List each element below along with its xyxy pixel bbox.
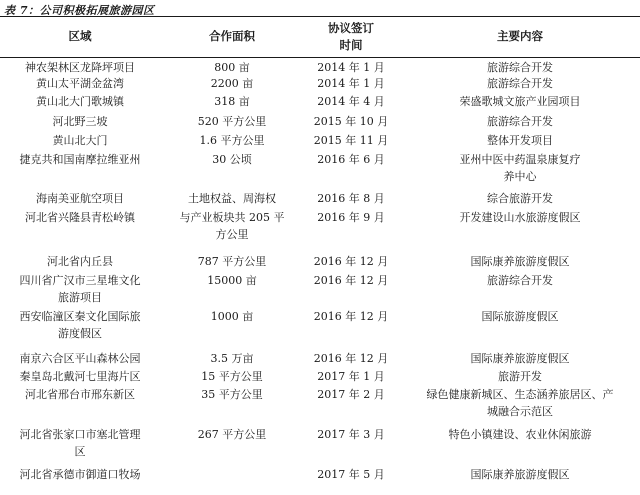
table-row	[0, 467, 640, 487]
table-row	[0, 273, 640, 309]
table-row	[0, 94, 640, 113]
table-row	[0, 210, 640, 254]
cell-area: 四川省广汉市三星堆文化 旅游项目	[19, 274, 141, 304]
cell-area: 秦皇岛北戴河七里海片区	[19, 370, 141, 383]
cell-content: 国际康养旅游度假区	[470, 255, 570, 268]
cell-area: 黄山北大门歌城镇	[36, 95, 124, 108]
cell-content: 开发建设山水旅游度假区	[459, 211, 581, 224]
cell-area: 海南美亚航空项目	[36, 192, 124, 205]
table-header	[0, 16, 640, 57]
table-row	[0, 427, 640, 465]
table-row	[0, 387, 640, 427]
cell-area: 河北野三坡	[52, 115, 108, 128]
cell-area: 河北省邢台市邢东新区	[25, 388, 135, 401]
cell-size: 800 亩	[214, 61, 250, 74]
cell-date: 2016 年 6 月	[317, 153, 385, 166]
cell-size: 1.6 平方公里	[199, 134, 265, 147]
cell-content: 荣盛歌城文旅产业园项目	[459, 95, 581, 108]
cell-date: 2014 年 1 月	[317, 61, 385, 74]
table-row	[0, 254, 640, 273]
cell-date: 2017 年 2 月	[317, 388, 385, 401]
table-row	[0, 114, 640, 133]
cell-date: 2017 年 3 月	[317, 428, 385, 441]
table-caption: 表 7：公司积极拓展旅游园区	[4, 4, 155, 17]
cell-content: 综合旅游开发	[487, 192, 553, 205]
cell-size: 30 公顷	[212, 153, 252, 166]
cell-size: 3.5 万亩	[210, 352, 254, 365]
cell-size: 2200 亩	[210, 77, 254, 90]
cell-area: 黄山北大门	[52, 134, 108, 147]
cell-date: 2017 年 1 月	[317, 370, 385, 383]
cell-area: 捷克共和国南摩拉维亚州	[19, 153, 141, 166]
table-row	[0, 152, 640, 190]
cell-date: 2014 年 4 月	[317, 95, 385, 108]
cell-date: 2014 年 1 月	[317, 77, 385, 90]
cell-date: 2017 年 5 月	[317, 468, 385, 481]
table-row	[0, 76, 640, 93]
cell-date: 2016 年 9 月	[317, 211, 385, 224]
cell-content: 绿色健康新城区、生态涵养旅居区、产 城融合示范区	[426, 388, 614, 418]
cell-content: 亚州中医中药温泉康复疗 养中心	[459, 153, 581, 183]
header-content: 主要内容	[497, 29, 543, 43]
cell-content: 旅游开发	[498, 370, 542, 383]
cell-content: 旅游综合开发	[487, 274, 553, 287]
cell-area: 神农架林区龙降坪项目	[25, 61, 135, 74]
cell-area: 河北省承德市御道口牧场	[19, 468, 141, 481]
cell-size: 与产业板块共 205 平 方公里	[179, 211, 285, 241]
cell-date: 2016 年 12 月	[313, 274, 389, 287]
cell-area: 西安临潼区秦文化国际旅 游度假区	[19, 310, 141, 340]
cell-size: 15 平方公里	[201, 370, 263, 383]
cell-size: 267 平方公里	[197, 428, 267, 441]
cell-date: 2016 年 12 月	[313, 352, 389, 365]
header-size: 合作面积	[209, 29, 255, 43]
cell-content: 特色小镇建设、农业休闲旅游	[448, 428, 592, 441]
cell-content: 国际康养旅游度假区	[470, 468, 570, 481]
cell-content: 整体开发项目	[487, 134, 553, 147]
cell-content: 国际旅游度假区	[481, 310, 559, 323]
table-row	[0, 133, 640, 152]
cell-date: 2015 年 10 月	[313, 115, 389, 128]
table-row	[0, 309, 640, 351]
cell-content: 国际康养旅游度假区	[470, 352, 570, 365]
table-header-rule	[0, 57, 640, 58]
table-row	[0, 369, 640, 387]
cell-size: 787 平方公里	[197, 255, 267, 268]
cell-size: 1000 亩	[210, 310, 254, 323]
cell-content: 旅游综合开发	[487, 115, 553, 128]
cell-size: 520 平方公里	[197, 115, 267, 128]
cell-date: 2016 年 8 月	[317, 192, 385, 205]
header-date: 协议签订 时间	[328, 20, 374, 52]
cell-area: 黄山太平湖金盆湾	[36, 77, 124, 90]
cell-content: 旅游综合开发	[487, 77, 553, 90]
table-row	[0, 351, 640, 369]
header-area: 区域	[68, 29, 92, 43]
cell-area: 河北省张家口市塞北管理 区	[19, 428, 141, 458]
cell-date: 2016 年 12 月	[313, 255, 389, 268]
cell-size: 318 亩	[214, 95, 250, 108]
cell-area: 河北省内丘县	[47, 255, 113, 268]
table-row	[0, 191, 640, 210]
cell-size: 土地权益、周海权	[188, 192, 276, 205]
cell-size: 15000 亩	[207, 274, 257, 287]
cell-area: 南京六合区平山森林公园	[19, 352, 141, 365]
cell-size: 35 平方公里	[201, 388, 263, 401]
cell-content: 旅游综合开发	[487, 61, 553, 74]
table-row	[0, 60, 640, 77]
cell-area: 河北省兴隆县青松岭镇	[25, 211, 135, 224]
cell-date: 2015 年 11 月	[313, 134, 389, 147]
cell-date: 2016 年 12 月	[313, 310, 389, 323]
